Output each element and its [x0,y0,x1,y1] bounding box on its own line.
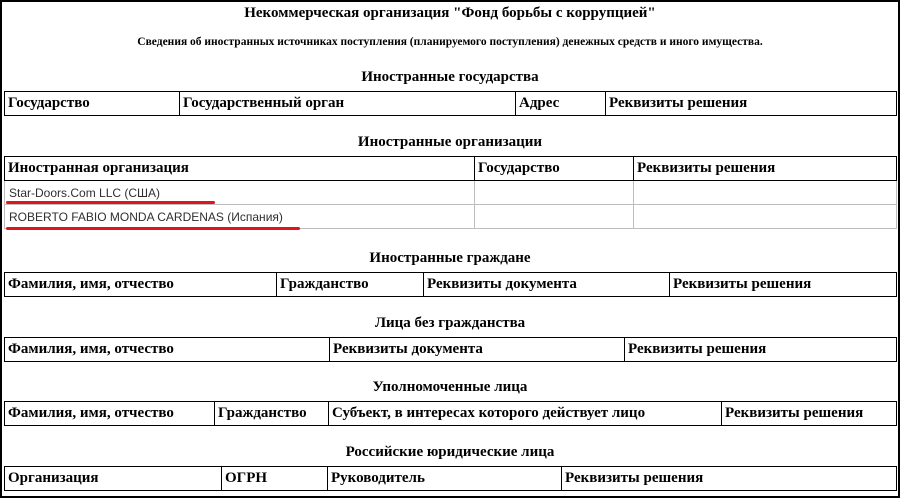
table-row [5,205,897,229]
section-title-foreign-states: Иностранные государства [361,69,539,85]
column-header: Фамилия, имя, отчество [5,338,330,362]
table-header-row [5,467,897,491]
authorized-table [4,401,897,426]
column-header: ОГРН [222,467,328,491]
russian-entities-table [4,466,897,491]
column-header: Субъект, в интересах которого действует лицо [329,402,722,426]
cell-content [9,210,474,224]
foreign-states-table [4,91,897,116]
table-cell [5,205,475,229]
foreign-orgs-table [4,156,897,229]
table-cell [475,205,634,229]
column-header: Фамилия, имя, отчество [5,402,215,426]
document-subtitle: Сведения об иностранных источниках поступления (планируемого поступления) денежных средств и иного имущества. [137,36,763,48]
column-header: Гражданство [215,402,329,426]
foreign-citizens-table [4,272,897,297]
table-cell [634,205,897,229]
highlight-underline [6,227,300,230]
column-header: Государство [5,92,180,116]
table-cell [475,181,634,205]
foreign-org-name: Star-Doors.Com LLC (США) [9,185,161,200]
highlight-underline [6,201,215,204]
column-header: Реквизиты решения [670,273,897,297]
section-title-stateless: Лица без гражданства [374,315,526,331]
column-header: Организация [5,467,222,491]
cell-content [9,186,474,200]
foreign-org-name: ROBERTO FABIO MONDA CARDENAS (Испания) [9,209,283,224]
section-title-foreign-orgs: Иностранные организации [357,134,543,150]
section-title-russian-entities: Российские юридические лица [345,444,555,460]
table-header-row [5,157,897,181]
stateless-table [4,337,897,362]
column-header: Фамилия, имя, отчество [5,273,277,297]
column-header: Гражданство [277,273,424,297]
column-header: Реквизиты решения [606,92,897,116]
organization-title: Некоммерческая организация "Фонд борьбы с коррупцией" [244,5,656,21]
column-header: Государство [475,157,634,181]
column-header: Государственный орган [180,92,516,116]
table-header-row [5,92,897,116]
column-header: Реквизиты решения [625,338,897,362]
column-header: Реквизиты решения [722,402,897,426]
table-header-row [5,338,897,362]
column-header: Реквизиты решения [634,157,897,181]
section-title-authorized: Уполномоченные лица [372,379,528,395]
column-header: Реквизиты решения [562,467,897,491]
section-title-foreign-citizens: Иностранные граждане [369,250,531,266]
column-header: Адрес [516,92,606,116]
table-header-row [5,273,897,297]
column-header: Реквизиты документа [424,273,670,297]
column-header: Руководитель [328,467,562,491]
column-header: Реквизиты документа [330,338,625,362]
column-header: Иностранная организация [5,157,475,181]
table-header-row [5,402,897,426]
table-cell [634,181,897,205]
